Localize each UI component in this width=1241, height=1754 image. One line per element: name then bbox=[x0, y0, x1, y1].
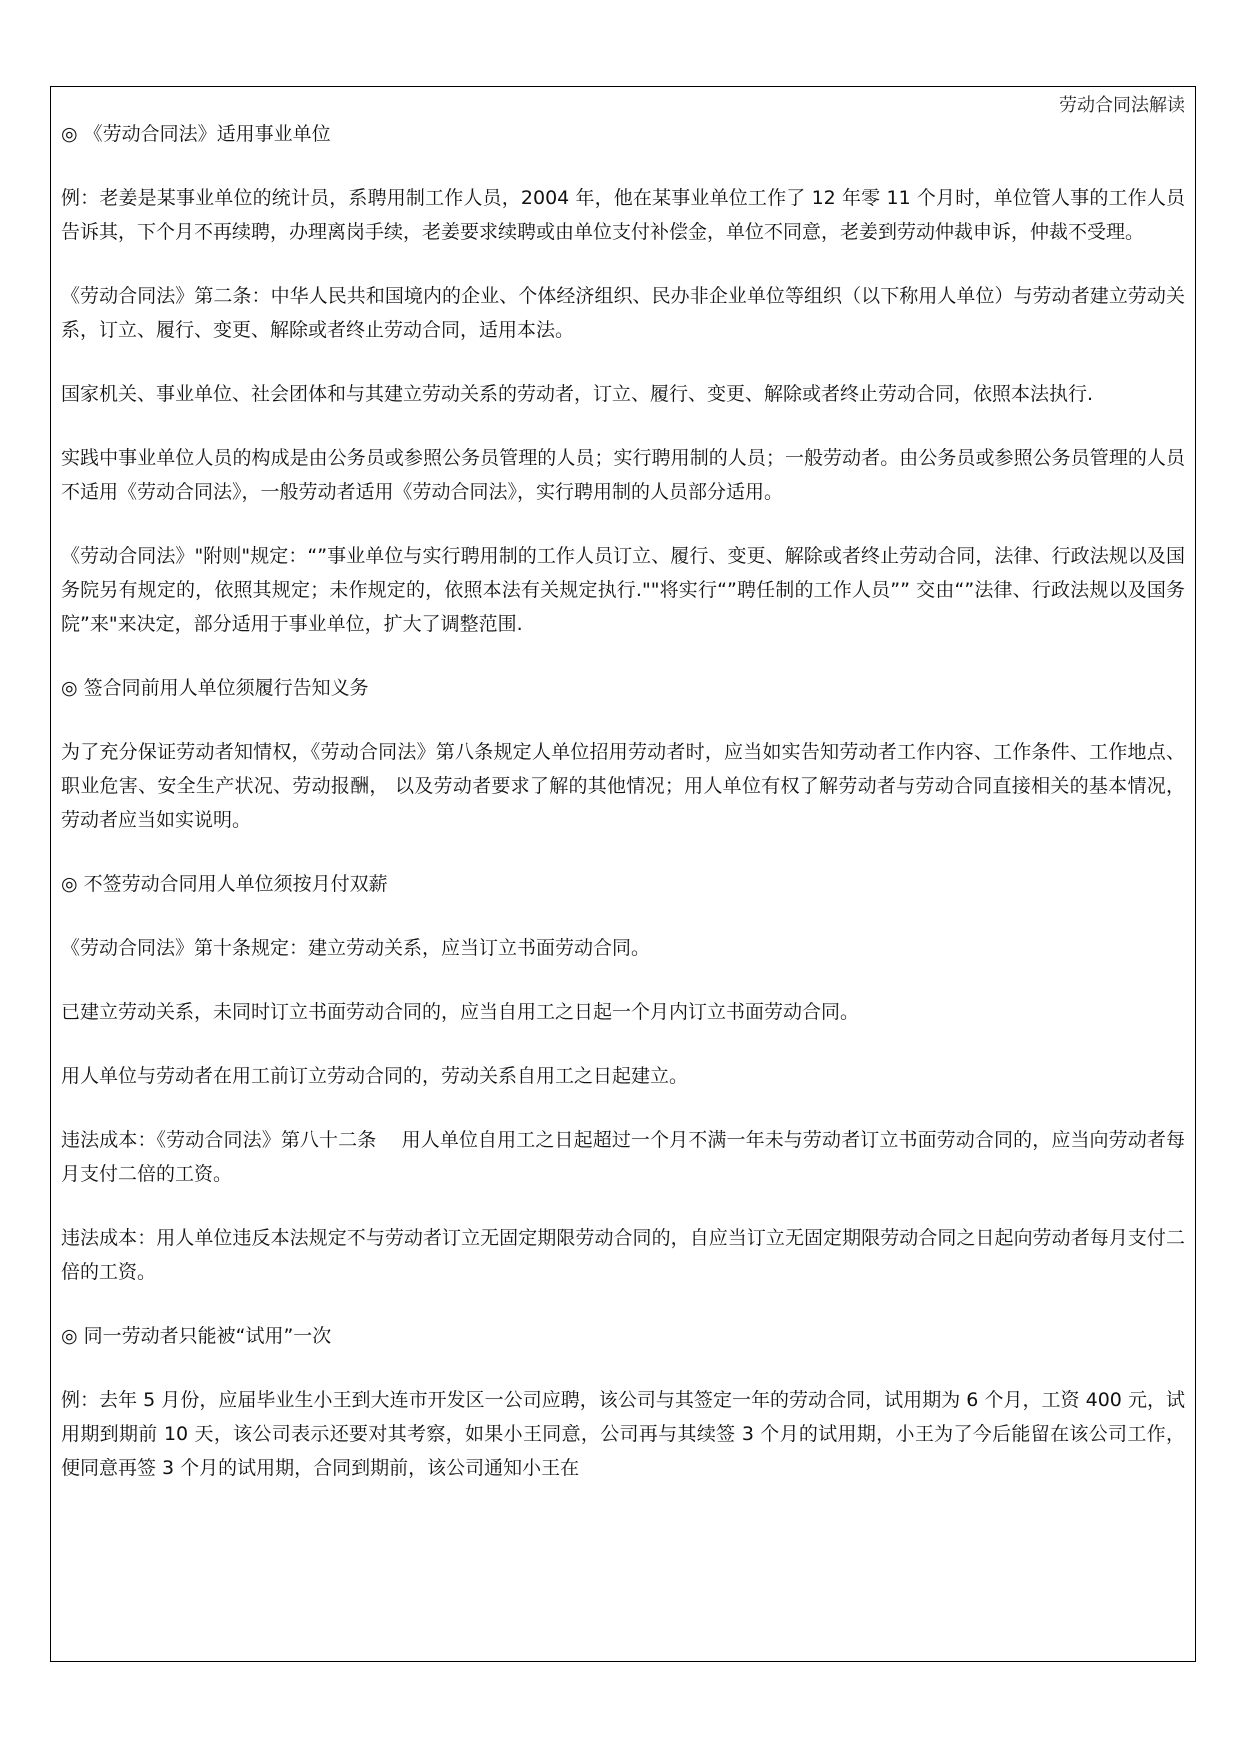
paragraph: 已建立劳动关系，未同时订立书面劳动合同的，应当自用工之日起一个月内订立书面劳动合同。 bbox=[61, 1001, 860, 1023]
paragraph: 违法成本：用人单位违反本法规定不与劳动者订立无固定期限劳动合同的，自应当订立无固定期限劳动合同之日起向劳动者每月支付二倍的工资。 bbox=[61, 1227, 1185, 1283]
paragraph: 例：去年 5 月份，应届毕业生小王到大连市开发区一公司应聘，该公司与其签定一年的劳动合同，试用期为 6 个月，工资 400 元，试用期到期前 10 天，该公司表示还要对其考察，如果小王同意，公司再与其续签 3 个月的试用期，小王为了今后能留在该公司工作，便同意再签 3 个月的试用期，合同到期前，该公司通知小王在 bbox=[61, 1389, 1185, 1479]
running-header: 劳动合同法解读 bbox=[1059, 95, 1185, 116]
paragraph: 《劳动合同法》第十条规定：建立劳动关系，应当订立书面劳动合同。 bbox=[61, 937, 651, 959]
paragraph: 为了充分保证劳动者知情权，《劳动合同法》第八条规定人单位招用劳动者时，应当如实告知劳动者工作内容、工作条件、工作地点、职业危害、安全生产状况、劳动报酬， 以及劳动者要求了解的其他情况；用人单位有权了解劳动者与劳动合同直接相关的基本情况，劳动者应当如实说明。 bbox=[61, 741, 1185, 831]
paragraph: 例：老姜是某事业单位的统计员，系聘用制工作人员，2004 年，他在某事业单位工作了 12 年零 11 个月时，单位管人事的工作人员告诉其，下个月不再续聘，办理离岗手续，老姜要求续聘或由单位支付补偿金，单位不同意，老姜到劳动仲裁申诉，仲裁不受理。 bbox=[61, 187, 1185, 243]
paragraph: 实践中事业单位人员的构成是由公务员或参照公务员管理的人员；实行聘用制的人员；一般劳动者。由公务员或参照公务员管理的人员不适用《劳动合同法》，一般劳动者适用《劳动合同法》，实行聘用制的人员部分适用。 bbox=[61, 447, 1185, 503]
paragraph: 用人单位与劳动者在用工前订立劳动合同的，劳动关系自用工之日起建立。 bbox=[61, 1065, 689, 1087]
paragraph: 《劳动合同法》"附则"规定：“”事业单位与实行聘用制的工作人员订立、履行、变更、解除或者终止劳动合同，法律、行政法规以及国务院另有规定的，依照其规定；未作规定的，依照本法有关规定执行.""将实行“”聘任制的工作人员”” 交由“”法律、行政法规以及国务院”来"来决定，部分适用于事业单位，扩大了调整范围. bbox=[61, 545, 1185, 635]
page-frame bbox=[50, 86, 1196, 1662]
section-heading: ◎ 同一劳动者只能被“试用”一次 bbox=[61, 1325, 332, 1347]
section-heading: ◎ 《劳动合同法》适用事业单位 bbox=[61, 123, 331, 145]
document-body bbox=[61, 117, 1185, 1515]
section-heading: ◎ 不签劳动合同用人单位须按月付双薪 bbox=[61, 873, 388, 895]
paragraph: 《劳动合同法》第二条：中华人民共和国境内的企业、个体经济组织、民办非企业单位等组织（以下称用人单位）与劳动者建立劳动关系，订立、履行、变更、解除或者终止劳动合同，适用本法。 bbox=[61, 285, 1185, 341]
paragraph: 违法成本：《劳动合同法》第八十二条 用人单位自用工之日起超过一个月不满一年未与劳动者订立书面劳动合同的，应当向劳动者每月支付二倍的工资。 bbox=[61, 1129, 1185, 1185]
paragraph: 国家机关、事业单位、社会团体和与其建立劳动关系的劳动者，订立、履行、变更、解除或者终止劳动合同，依照本法执行. bbox=[61, 383, 1094, 405]
section-heading: ◎ 签合同前用人单位须履行告知义务 bbox=[61, 677, 369, 699]
